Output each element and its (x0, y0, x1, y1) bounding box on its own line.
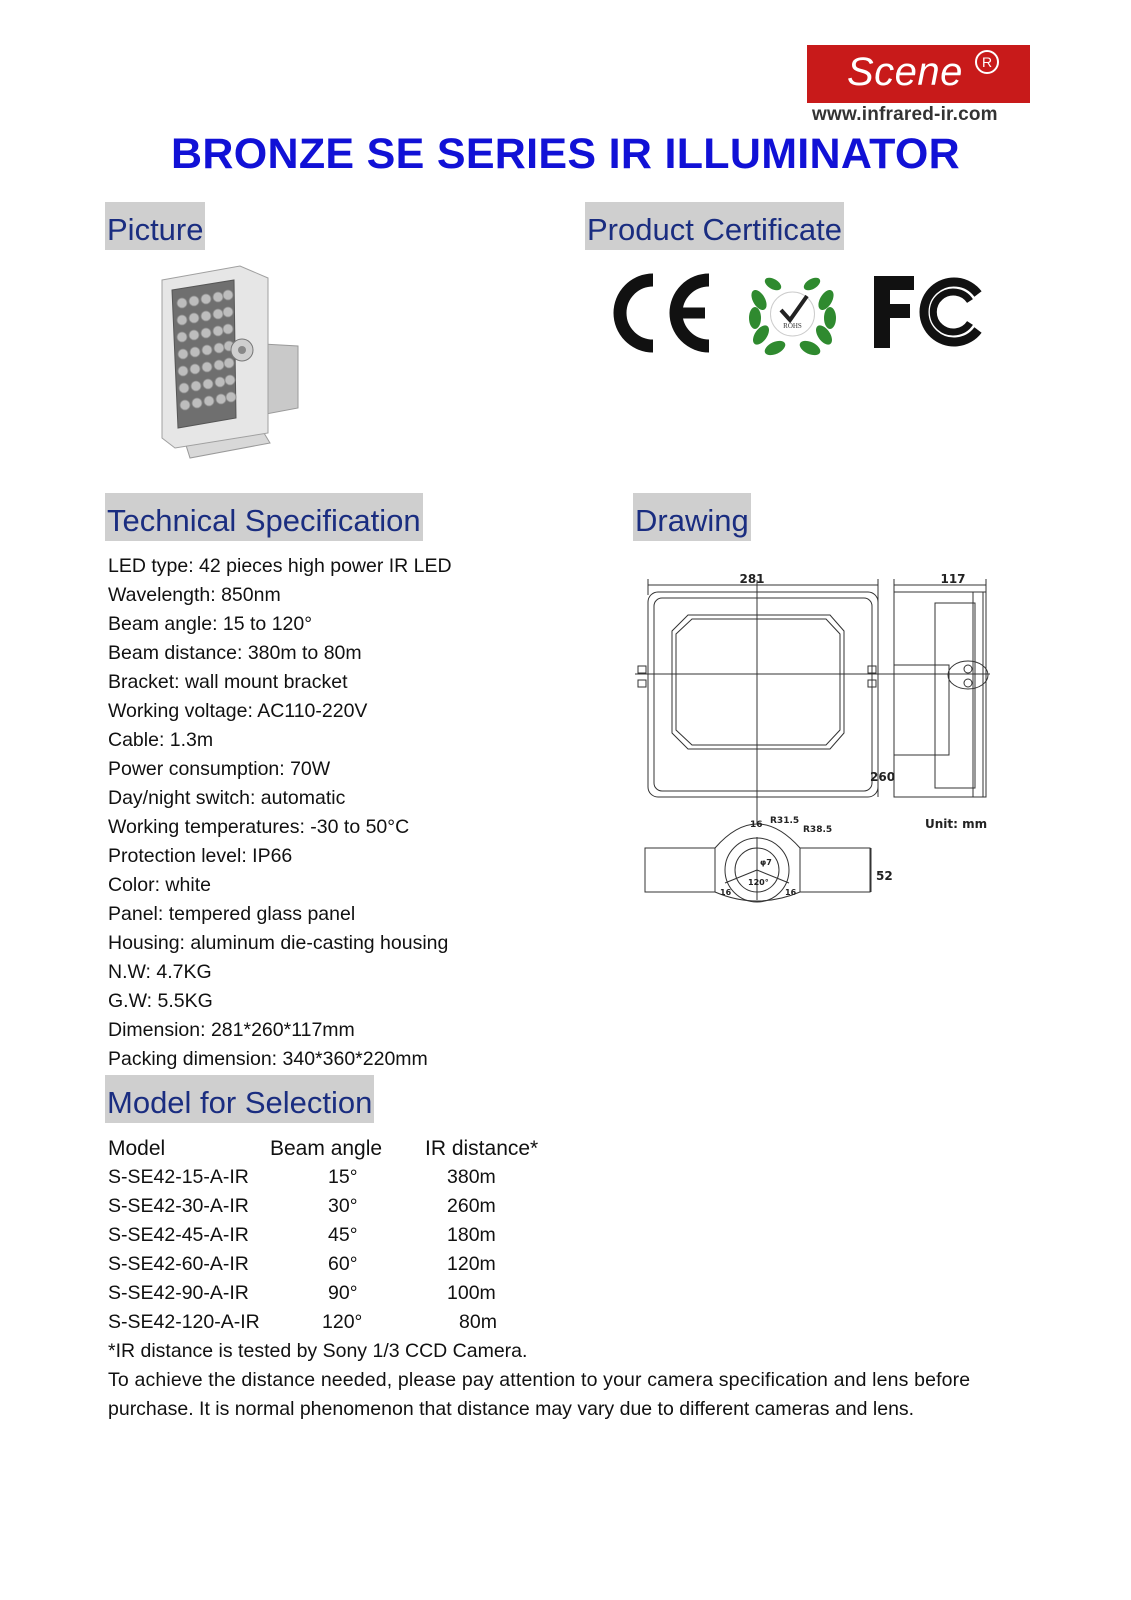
note-line-2: purchase. It is normal phenomenon that distance may vary due to different cameras and lens. (108, 1398, 915, 1420)
spec-line: Working temperatures: -30 to 50°C (108, 816, 410, 838)
page-title: BRONZE SE SERIES IR ILLUMINATOR (171, 130, 960, 178)
table-row (0, 1282, 1131, 1308)
table-cell-model: S-SE42-45-A-IR (108, 1224, 249, 1246)
spec-line: Beam angle: 15 to 120° (108, 613, 313, 635)
table-cell-distance: 100m (447, 1282, 496, 1304)
section-certificate-heading: Product Certificate (585, 202, 844, 250)
spec-line: N.W: 4.7KG (108, 961, 212, 983)
table-cell-distance: 80m (459, 1311, 497, 1333)
table-cell-distance: 120m (447, 1253, 496, 1275)
note-line-1: To achieve the distance needed, please pay attention to your camera specification and lens before (108, 1369, 971, 1391)
dim-r1: R31.5 (770, 816, 800, 826)
table-cell-model: S-SE42-90-A-IR (108, 1282, 249, 1304)
rohs-label: ROHS (783, 322, 802, 330)
table-row (0, 1166, 1131, 1192)
registered-mark: R (975, 50, 999, 74)
spec-line: Wavelength: 850nm (108, 584, 281, 606)
table-cell-model: S-SE42-120-A-IR (108, 1311, 260, 1333)
section-drawing-heading: Drawing (633, 493, 751, 541)
table-header-distance: IR distance* (425, 1137, 539, 1160)
technical-drawing (630, 565, 1000, 925)
spec-line: Cable: 1.3m (108, 729, 214, 751)
spec-line: Working voltage: AC110-220V (108, 700, 368, 722)
table-cell-distance: 380m (447, 1166, 496, 1188)
table-cell-model: S-SE42-60-A-IR (108, 1253, 249, 1275)
spec-line: Power consumption: 70W (108, 758, 331, 780)
table-cell-beam: 45° (328, 1224, 358, 1246)
table-cell-distance: 180m (447, 1224, 496, 1246)
table-row (0, 1224, 1131, 1250)
table-cell-beam: 90° (328, 1282, 358, 1304)
table-row (0, 1195, 1131, 1221)
table-cell-distance: 260m (447, 1195, 496, 1217)
ce-mark-icon (605, 272, 715, 354)
spec-line: Bracket: wall mount bracket (108, 671, 348, 693)
spec-line: Day/night switch: automatic (108, 787, 346, 809)
rohs-mark-icon (745, 270, 840, 358)
dim-height: 260 (870, 770, 896, 784)
section-technical-heading: Technical Specification (105, 493, 423, 541)
spec-line: Panel: tempered glass panel (108, 903, 356, 925)
dim-r2: R38.5 (803, 825, 833, 835)
spec-line: Dimension: 281*260*117mm (108, 1019, 355, 1041)
spec-line: Protection level: IP66 (108, 845, 293, 867)
brand-logo-text: Scene (847, 50, 963, 94)
dim-angle: 120° (748, 878, 769, 887)
fcc-mark-icon (870, 272, 985, 352)
dim-16-top: 16 (750, 820, 763, 830)
product-image (150, 258, 315, 473)
spec-line: G.W: 5.5KG (108, 990, 213, 1012)
table-header-model: Model (108, 1137, 166, 1160)
dim-depth: 117 (940, 572, 966, 586)
dim-phi: φ7 (760, 858, 772, 867)
website-url: www.infrared-ir.com (812, 104, 998, 125)
table-cell-beam: 30° (328, 1195, 358, 1217)
table-cell-beam: 15° (328, 1166, 358, 1188)
table-cell-model: S-SE42-15-A-IR (108, 1166, 249, 1188)
spec-line: Color: white (108, 874, 211, 896)
table-header-beam: Beam angle (270, 1137, 383, 1160)
footnote: *IR distance is tested by Sony 1/3 CCD Camera. (108, 1340, 528, 1362)
spec-line: Packing dimension: 340*360*220mm (108, 1048, 428, 1070)
unit-label: Unit: mm (925, 817, 988, 831)
section-models-heading: Model for Selection (105, 1075, 374, 1123)
table-row (0, 1311, 1131, 1337)
table-cell-model: S-SE42-30-A-IR (108, 1195, 249, 1217)
section-picture-heading: Picture (105, 202, 205, 250)
table-cell-beam: 60° (328, 1253, 358, 1275)
dim-width: 281 (739, 572, 765, 586)
table-row (0, 1253, 1131, 1279)
table-cell-beam: 120° (322, 1311, 363, 1333)
spec-line: Beam distance: 380m to 80m (108, 642, 362, 664)
dim-16-right: 16 (785, 888, 797, 897)
spec-line: LED type: 42 pieces high power IR LED (108, 555, 452, 577)
dim-bracket: 52 (876, 869, 893, 883)
dim-16-left: 16 (720, 888, 732, 897)
spec-line: Housing: aluminum die-casting housing (108, 932, 449, 954)
